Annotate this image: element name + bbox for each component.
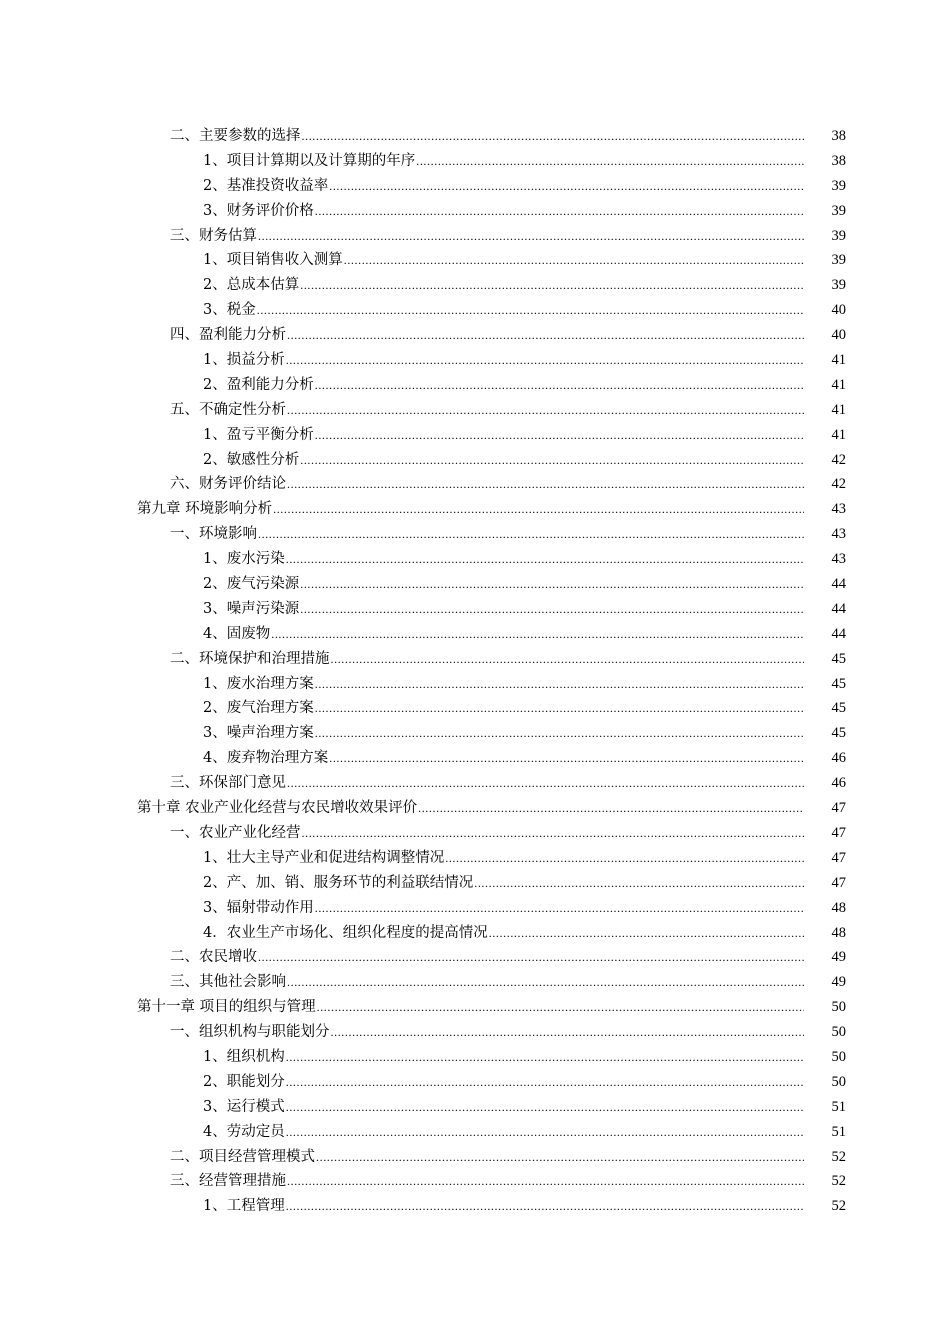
dot-leader (273, 497, 826, 522)
dot-leader (258, 522, 826, 547)
toc-entry-page-number: 45 (804, 672, 846, 697)
toc-entry[interactable] (0, 1070, 950, 1095)
toc-entry-leader (170, 124, 826, 149)
toc-entry-leader (203, 423, 826, 448)
toc-entry[interactable] (0, 522, 950, 547)
toc-entry[interactable] (0, 398, 950, 423)
toc-entry-title: 二、环境保护和治理措施 (170, 650, 330, 667)
toc-entry[interactable] (0, 921, 950, 946)
toc-entry[interactable] (0, 672, 950, 697)
dot-leader (474, 871, 826, 896)
toc-entry-leader (203, 896, 826, 921)
toc-entry-title: 1、组织机构 (203, 1048, 285, 1065)
toc-entry[interactable] (0, 1045, 950, 1070)
toc-entry-leader (170, 1169, 826, 1194)
dot-leader (286, 348, 826, 373)
toc-entry-page-number: 41 (804, 373, 846, 398)
toc-entry-leader (203, 1045, 826, 1070)
dot-leader (302, 124, 827, 149)
toc-entry[interactable] (0, 1169, 950, 1194)
toc-entry-title: 1、项目计算期以及计算期的年序 (203, 152, 416, 169)
toc-entry-title: 五、不确定性分析 (170, 401, 286, 418)
dot-leader (416, 149, 826, 174)
toc-entry[interactable] (0, 597, 950, 622)
toc-entry-page-number: 44 (804, 622, 846, 647)
toc-entry-leader (170, 522, 826, 547)
toc-entry[interactable] (0, 472, 950, 497)
toc-entry-title: 一、环境影响 (170, 526, 257, 543)
toc-entry[interactable] (0, 174, 950, 199)
toc-entry[interactable] (0, 1194, 950, 1219)
toc-entry-title: 4．农业生产市场化、组织化程度的提高情况 (203, 924, 488, 941)
dot-leader (287, 1169, 826, 1194)
toc-entry-leader (203, 871, 826, 896)
toc-entry-page-number: 39 (804, 174, 846, 199)
toc-entry[interactable] (0, 124, 950, 149)
toc-entry-leader (203, 248, 826, 273)
toc-entry-page-number: 41 (804, 348, 846, 373)
toc-entry-leader (170, 398, 826, 423)
toc-entry-title: 三、环保部门意见 (170, 775, 286, 792)
toc-entry-leader (170, 647, 826, 672)
toc-entry-title: 2、职能划分 (203, 1073, 285, 1090)
toc-entry[interactable] (0, 995, 950, 1020)
dot-leader (286, 1095, 826, 1120)
dot-leader (315, 423, 826, 448)
toc-entry-title: 三、财务估算 (170, 227, 257, 244)
toc-entry[interactable] (0, 846, 950, 871)
toc-entry-page-number: 43 (804, 522, 846, 547)
dot-leader (315, 721, 826, 746)
toc-entry[interactable] (0, 323, 950, 348)
toc-entry-leader (203, 348, 826, 373)
toc-entry-page-number: 49 (804, 970, 846, 995)
toc-entry-page-number: 47 (804, 796, 846, 821)
toc-entry-leader (137, 796, 826, 821)
toc-entry-leader (203, 174, 826, 199)
toc-entry-title: 3、税金 (203, 302, 256, 319)
toc-entry[interactable] (0, 1095, 950, 1120)
toc-entry-leader (203, 721, 826, 746)
dot-leader (329, 746, 826, 771)
dot-leader (287, 472, 826, 497)
toc-entry[interactable] (0, 1120, 950, 1145)
toc-entry-page-number: 49 (804, 945, 846, 970)
toc-entry[interactable] (0, 572, 950, 597)
dot-leader (286, 547, 826, 572)
toc-entry-title: 2、产、加、销、服务环节的利益联结情况 (203, 874, 474, 891)
dot-leader (302, 821, 827, 846)
toc-entry-title: 4、固废物 (203, 625, 271, 642)
toc-entry-page-number: 50 (804, 1070, 846, 1095)
toc-entry-title: 1、损益分析 (203, 352, 285, 369)
toc-entry-title: 第九章 环境影响分析 (137, 501, 273, 518)
toc-entry-title: 四、盈利能力分析 (170, 327, 286, 344)
toc-entry-page-number: 39 (804, 248, 846, 273)
dot-leader (300, 448, 826, 473)
toc-entry-leader (203, 846, 826, 871)
toc-entry-title: 2、废气治理方案 (203, 700, 314, 717)
toc-entry-title: 第十章 农业产业化经营与农民增收效果评价 (137, 800, 418, 817)
toc-entry-leader (203, 199, 826, 224)
toc-entry-page-number: 43 (804, 547, 846, 572)
dot-leader (258, 945, 826, 970)
toc-entry-page-number: 50 (804, 995, 846, 1020)
toc-entry-title: 1、壮大主导产业和促进结构调整情况 (203, 849, 445, 866)
toc-entry-title: 一、农业产业化经营 (170, 824, 301, 841)
toc-entry-title: 2、废气污染源 (203, 576, 300, 593)
toc-entry-page-number: 39 (804, 273, 846, 298)
toc-entry[interactable] (0, 199, 950, 224)
dot-leader (287, 398, 826, 423)
dot-leader (287, 771, 826, 796)
dot-leader (300, 597, 826, 622)
toc-entry[interactable] (0, 1145, 950, 1170)
toc-entry-leader (203, 921, 826, 946)
toc-entry-page-number: 47 (804, 846, 846, 871)
toc-entry-page-number: 39 (804, 199, 846, 224)
toc-entry-leader (170, 771, 826, 796)
toc-entry-page-number: 50 (804, 1045, 846, 1070)
toc-entry-page-number: 45 (804, 647, 846, 672)
toc-entry[interactable] (0, 721, 950, 746)
dot-leader (258, 224, 826, 249)
toc-entry-page-number: 52 (804, 1194, 846, 1219)
dot-leader (287, 323, 826, 348)
toc-entry-page-number: 42 (804, 472, 846, 497)
dot-leader (316, 1145, 826, 1170)
toc-entry-leader (170, 821, 826, 846)
toc-entry-leader (203, 1194, 826, 1219)
toc-entry-title: 1、废水治理方案 (203, 675, 314, 692)
toc-entry-title: 一、组织机构与职能划分 (170, 1024, 330, 1041)
toc-entry-leader (203, 1095, 826, 1120)
toc-entry-leader (203, 672, 826, 697)
toc-entry-page-number: 52 (804, 1145, 846, 1170)
toc-entry[interactable] (0, 248, 950, 273)
toc-entry-page-number: 47 (804, 871, 846, 896)
toc-entry-page-number: 41 (804, 423, 846, 448)
toc-entry-title: 二、农民增收 (170, 949, 257, 966)
toc-entry-leader (203, 746, 826, 771)
dot-leader (300, 572, 826, 597)
toc-entry-leader (170, 970, 826, 995)
toc-entry-page-number: 38 (804, 124, 846, 149)
dot-leader (315, 696, 826, 721)
dot-leader (331, 1020, 827, 1045)
toc-entry-title: 2、总成本估算 (203, 277, 300, 294)
toc-entry-page-number: 38 (804, 149, 846, 174)
toc-entry-leader (170, 1020, 826, 1045)
toc-entry-page-number: 51 (804, 1120, 846, 1145)
toc-entry-title: 第十一章 项目的组织与管理 (137, 999, 316, 1016)
dot-leader (331, 647, 827, 672)
dot-leader (300, 273, 826, 298)
toc-entry-title: 3、财务评价价格 (203, 202, 314, 219)
toc-entry-leader (203, 1120, 826, 1145)
toc-entry[interactable] (0, 423, 950, 448)
dot-leader (257, 298, 826, 323)
toc-entry-leader (203, 373, 826, 398)
toc-entry-page-number: 42 (804, 448, 846, 473)
toc-entry[interactable] (0, 273, 950, 298)
toc-entry-title: 2、盈利能力分析 (203, 376, 314, 393)
toc-entry-title: 二、项目经营管理模式 (170, 1148, 315, 1165)
toc-entry[interactable] (0, 224, 950, 249)
toc-entry-leader (203, 149, 826, 174)
toc-entry[interactable] (0, 771, 950, 796)
toc-entry-leader (170, 1145, 826, 1170)
dot-leader (315, 896, 826, 921)
toc-entry-page-number: 44 (804, 572, 846, 597)
toc-entry-page-number: 47 (804, 821, 846, 846)
toc-entry-title: 3、辐射带动作用 (203, 899, 314, 916)
toc-entry-leader (137, 497, 826, 522)
toc-entry-leader (203, 572, 826, 597)
toc-entry[interactable] (0, 348, 950, 373)
toc-entry-title: 2、敏感性分析 (203, 451, 300, 468)
toc-entry[interactable] (0, 896, 950, 921)
toc-entry-title: 3、运行模式 (203, 1098, 285, 1115)
toc-entry-page-number: 50 (804, 1020, 846, 1045)
toc-entry-page-number: 41 (804, 398, 846, 423)
toc-entry-title: 三、其他社会影响 (170, 974, 286, 991)
toc-entry-leader (170, 323, 826, 348)
toc-entry-leader (203, 298, 826, 323)
dot-leader (315, 672, 826, 697)
toc-entry-page-number: 40 (804, 298, 846, 323)
toc-entry-leader (137, 995, 826, 1020)
toc-entry-title: 六、财务评价结论 (170, 476, 286, 493)
dot-leader (329, 174, 826, 199)
toc-entry-page-number: 46 (804, 771, 846, 796)
toc-entry[interactable] (0, 746, 950, 771)
toc-entry-title: 3、噪声治理方案 (203, 725, 314, 742)
toc-entry[interactable] (0, 149, 950, 174)
toc-entry-page-number: 45 (804, 696, 846, 721)
toc-entry[interactable] (0, 647, 950, 672)
toc-entry-page-number: 40 (804, 323, 846, 348)
toc-entry[interactable] (0, 821, 950, 846)
toc-entry-page-number: 45 (804, 721, 846, 746)
toc-entry[interactable] (0, 1020, 950, 1045)
toc-entry-page-number: 39 (804, 224, 846, 249)
toc-entry-title: 三、经营管理措施 (170, 1173, 286, 1190)
dot-leader (286, 1194, 826, 1219)
toc-entry-page-number: 52 (804, 1169, 846, 1194)
toc-entry-leader (203, 622, 826, 647)
dot-leader (315, 199, 826, 224)
toc-entry-title: 2、基准投资收益率 (203, 177, 329, 194)
dot-leader (445, 846, 826, 871)
dot-leader (315, 373, 826, 398)
toc-entry[interactable] (0, 622, 950, 647)
toc-entry-leader (170, 945, 826, 970)
toc-entry[interactable] (0, 945, 950, 970)
dot-leader (271, 622, 826, 647)
toc-entry[interactable] (0, 796, 950, 821)
dot-leader (287, 970, 826, 995)
toc-entry[interactable] (0, 448, 950, 473)
dot-leader (344, 248, 826, 273)
toc-entry-leader (203, 597, 826, 622)
toc-entry-title: 4、劳动定员 (203, 1123, 285, 1140)
toc-entry[interactable] (0, 373, 950, 398)
toc-entry-page-number: 51 (804, 1095, 846, 1120)
toc-entry-leader (170, 224, 826, 249)
toc-entry-leader (203, 696, 826, 721)
toc-entry-leader (203, 448, 826, 473)
toc-entry[interactable] (0, 497, 950, 522)
dot-leader (317, 995, 826, 1020)
dot-leader (286, 1070, 826, 1095)
toc-entry-leader (203, 273, 826, 298)
toc-entry-page-number: 44 (804, 597, 846, 622)
toc-entry-leader (203, 547, 826, 572)
toc-entry[interactable] (0, 547, 950, 572)
toc-entry-leader (170, 472, 826, 497)
toc-entry-title: 4、废弃物治理方案 (203, 750, 329, 767)
toc-entry-title: 1、项目销售收入测算 (203, 252, 343, 269)
toc-entry-title: 1、盈亏平衡分析 (203, 426, 314, 443)
toc-entry-title: 1、废水污染 (203, 551, 285, 568)
toc-entry-leader (203, 1070, 826, 1095)
toc-entry-page-number: 48 (804, 896, 846, 921)
toc-entry[interactable] (0, 871, 950, 896)
table-of-contents (0, 124, 950, 1219)
dot-leader (489, 921, 826, 946)
toc-entry[interactable] (0, 696, 950, 721)
dot-leader (286, 1045, 826, 1070)
toc-entry-page-number: 46 (804, 746, 846, 771)
toc-entry-page-number: 48 (804, 921, 846, 946)
dot-leader (418, 796, 826, 821)
dot-leader (286, 1120, 826, 1145)
toc-entry-page-number: 43 (804, 497, 846, 522)
toc-entry-title: 二、主要参数的选择 (170, 128, 301, 144)
toc-entry[interactable] (0, 970, 950, 995)
toc-entry[interactable] (0, 298, 950, 323)
toc-entry-title: 3、噪声污染源 (203, 600, 300, 617)
toc-entry-title: 1、工程管理 (203, 1198, 285, 1215)
